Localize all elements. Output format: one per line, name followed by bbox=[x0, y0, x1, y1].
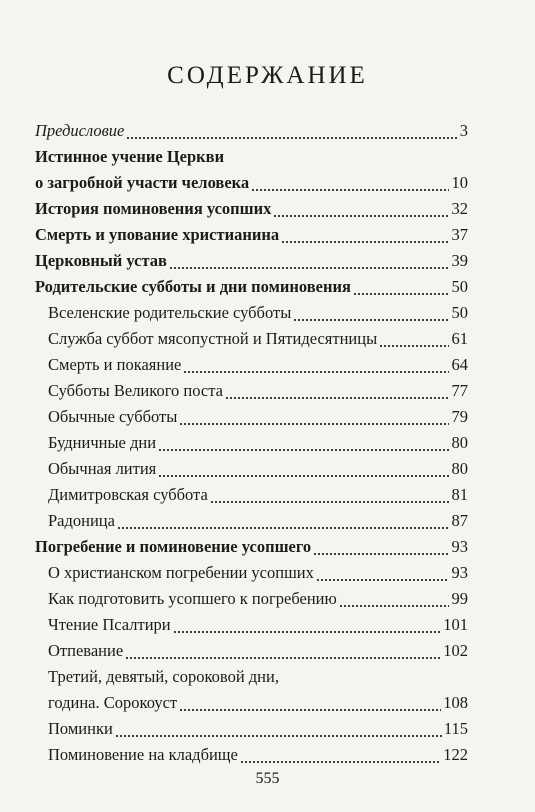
toc-leader-dots bbox=[379, 345, 449, 347]
toc-entry bbox=[48, 482, 468, 508]
toc-entry-page: 80 bbox=[451, 433, 468, 452]
toc-entry-title-line: Истинное учение Церкви bbox=[35, 147, 225, 166]
toc-entry bbox=[48, 378, 468, 404]
toc-entry-title: о загробной участи человека bbox=[35, 173, 250, 192]
toc-entry-page: 10 bbox=[451, 173, 468, 192]
toc-entry-title: Служба суббот мясопустной и Пятидесятницы bbox=[48, 329, 378, 348]
toc-entry-page: 93 bbox=[451, 563, 468, 582]
toc-entry-page: 81 bbox=[451, 485, 468, 504]
toc-entry-title: Субботы Великого поста bbox=[48, 381, 223, 400]
toc-entry-title: Поминки bbox=[48, 719, 113, 738]
toc-leader-dots bbox=[125, 657, 441, 659]
toc-entry-title: Предисловие bbox=[35, 121, 125, 140]
toc-leader-dots bbox=[158, 475, 449, 477]
toc-entry-title: Обычная лития bbox=[48, 459, 157, 478]
toc-entry-page: 115 bbox=[443, 719, 468, 738]
toc-entry-page: 93 bbox=[451, 537, 468, 556]
page-title: СОДЕРЖАНИЕ bbox=[167, 62, 368, 89]
toc-entry-title: Погребение и поминовение усопшего bbox=[35, 537, 312, 556]
toc-entry bbox=[48, 742, 468, 768]
toc-leader-dots bbox=[281, 241, 449, 243]
toc-leader-dots bbox=[126, 137, 458, 139]
toc-entry bbox=[48, 430, 468, 456]
toc-entry bbox=[48, 508, 468, 534]
toc-entry-title: Как подготовить усопшего к погребению bbox=[48, 589, 337, 608]
toc-entry bbox=[48, 560, 468, 586]
toc-leader-dots bbox=[353, 293, 449, 295]
toc-leader-dots bbox=[273, 215, 449, 217]
toc-entry-title: година. Сорокоуст bbox=[48, 693, 178, 712]
toc-entry-title: Обычные субботы bbox=[48, 407, 178, 426]
toc-leader-dots bbox=[339, 605, 449, 607]
toc-entry bbox=[48, 352, 468, 378]
toc-entry-title: Церковный устав bbox=[35, 251, 167, 270]
toc-entry-title: Смерть и покаяние bbox=[48, 355, 182, 374]
table-of-contents bbox=[35, 118, 468, 768]
toc-entry bbox=[48, 716, 468, 742]
toc-leader-dots bbox=[313, 553, 449, 555]
toc-entry-page: 32 bbox=[451, 199, 468, 218]
toc-entry-page: 39 bbox=[451, 251, 468, 270]
toc-entry-page: 77 bbox=[451, 381, 468, 400]
toc-entry bbox=[48, 326, 468, 352]
toc-leader-dots bbox=[183, 371, 449, 373]
toc-entry-title: Отпевание bbox=[48, 641, 124, 660]
toc-entry bbox=[48, 300, 468, 326]
toc-entry bbox=[35, 144, 468, 196]
toc-entry-page: 50 bbox=[451, 277, 468, 296]
toc-entry-title: О христианском погребении усопших bbox=[48, 563, 314, 582]
toc-leader-dots bbox=[210, 501, 449, 503]
toc-entry-title: Радоница bbox=[48, 511, 115, 530]
toc-entry-title: История поминовения усопших bbox=[35, 199, 272, 218]
toc-entry bbox=[35, 118, 468, 144]
toc-leader-dots bbox=[240, 761, 441, 763]
toc-leader-dots bbox=[169, 267, 449, 269]
toc-entry-title: Смерть и упование христианина bbox=[35, 225, 280, 244]
toc-entry-page: 61 bbox=[451, 329, 468, 348]
toc-entry bbox=[35, 534, 468, 560]
toc-leader-dots bbox=[251, 189, 449, 191]
toc-entry bbox=[48, 638, 468, 664]
toc-entry-page: 37 bbox=[451, 225, 468, 244]
toc-entry bbox=[35, 248, 468, 274]
toc-leader-dots bbox=[179, 423, 449, 425]
toc-entry bbox=[48, 612, 468, 638]
toc-entry-page: 122 bbox=[443, 745, 468, 764]
toc-entry-page: 64 bbox=[451, 355, 468, 374]
toc-entry-page: 3 bbox=[459, 121, 468, 140]
toc-entry-page: 50 bbox=[451, 303, 468, 322]
toc-entry-title: Вселенские родительские субботы bbox=[48, 303, 292, 322]
toc-entry-title-line: Третий, девятый, сороковой дни, bbox=[48, 667, 279, 686]
toc-entry bbox=[48, 586, 468, 612]
toc-entry-page: 80 bbox=[451, 459, 468, 478]
toc-leader-dots bbox=[225, 397, 449, 399]
toc-entry bbox=[48, 404, 468, 430]
toc-entry-title: Будничные дни bbox=[48, 433, 157, 452]
toc-leader-dots bbox=[293, 319, 449, 321]
toc-leader-dots bbox=[158, 449, 449, 451]
toc-entry-page: 99 bbox=[451, 589, 468, 608]
toc-leader-dots bbox=[117, 527, 449, 529]
toc-entry bbox=[35, 196, 468, 222]
toc-entry-title: Родительские субботы и дни поминовения bbox=[35, 277, 351, 296]
toc-entry bbox=[35, 222, 468, 248]
toc-entry bbox=[35, 274, 468, 300]
toc-entry-title: Поминовение на кладбище bbox=[48, 745, 238, 764]
toc-entry-title: Димитровская суббота bbox=[48, 485, 208, 504]
toc-entry bbox=[48, 664, 468, 716]
toc-entry-page: 108 bbox=[443, 693, 468, 712]
toc-entry-page: 87 bbox=[451, 511, 468, 530]
toc-entry-page: 79 bbox=[451, 407, 468, 426]
toc-leader-dots bbox=[316, 579, 449, 581]
toc-leader-dots bbox=[115, 735, 442, 737]
page-number: 555 bbox=[255, 770, 280, 787]
toc-entry-page: 101 bbox=[443, 615, 468, 634]
toc-entry bbox=[48, 456, 468, 482]
toc-entry-page: 102 bbox=[443, 641, 468, 660]
toc-leader-dots bbox=[173, 631, 441, 633]
toc-leader-dots bbox=[179, 709, 441, 711]
toc-entry-title: Чтение Псалтири bbox=[48, 615, 171, 634]
